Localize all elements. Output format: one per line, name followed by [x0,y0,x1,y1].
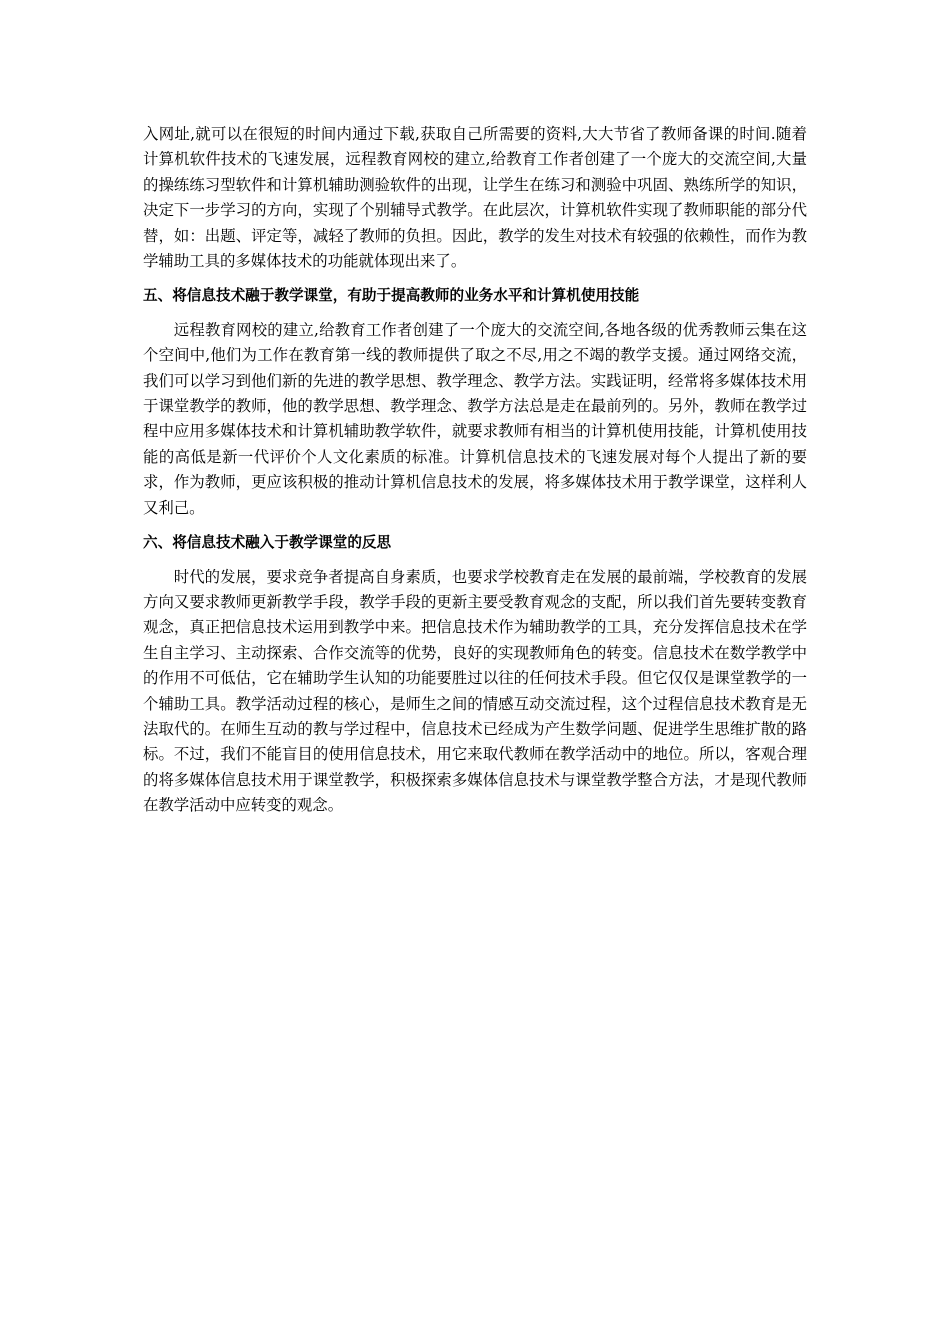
section-five-paragraph: 远程教育网校的建立,给教育工作者创建了一个庞大的交流空间,各地各级的优秀教师云集在这个空间中,他们为工作在教育第一线的教师提供了取之不尽,用之不竭的教学支援。通过网络交流，我们可以学习到他们新的先进的教学思想、教学理念、教学方法。实践证明，经常将多媒体技术用于课堂教学的教师，他的教学思想、教学理念、教学方法总是走在最前列的。另外，教师在教学过程中应用多媒体技术和计算机辅助教学软件，就要求教师有相当的计算机使用技能，计算机使用技能的高低是新一代评价个人文化素质的标准。计算机信息技术的飞速发展对每个人提出了新的要求，作为教师，更应该积极的推动计算机信息技术的发展，将多媒体技术用于教学课堂，这样利人又利己。 [143,320,807,517]
section-six-paragraph: 时代的发展，要求竞争者提高自身素质，也要求学校教育走在发展的最前端，学校教育的发展方向又要求教师更新教学手段，教学手段的更新主要受教育观念的支配，所以我们首先要转变教育观念，真正把信息技术运用到教学中来。把信息技术作为辅助教学的工具，充分发挥信息技术在学生自主学习、主动探索、合作交流等的优势，良好的实现教师角色的转变。信息技术在数学教学中的作用不可低估，它在辅助学生认知的功能要胜过以往的任何技术手段。但它仅仅是课堂教学的一个辅助工具。教学活动过程的核心，是师生之间的情感互动交流过程，这个过程信息技术教育是无法取代的。在师生互动的教与学过程中，信息技术已经成为产生数学问题、促进学生思维扩散的路标。不过，我们不能盲目的使用信息技术，用它来取代教师在教学活动中的地位。所以，客观合理的将多媒体信息技术用于课堂教学，积极探索多媒体信息技术与课堂教学整合方法，才是现代教师在教学活动中应转变的观念。 [143,567,807,815]
continued-paragraph: 入网址,就可以在很短的时间内通过下载,获取自己所需要的资料,大大节省了教师备课的时间.随着计算机软件技术的飞速发展，远程教育网校的建立,给教育工作者创建了一个庞大的交流空间,大量的操练练习型软件和计算机辅助测验软件的出现，让学生在练习和测验中巩固、熟练所学的知识，决定下一步学习的方向，实现了个别辅导式教学。在此层次，计算机软件实现了教师职能的部分代替，如：出题、评定等，减轻了教师的负担。因此，教学的发生对技术有较强的依赖性，而作为教学辅助工具的多媒体技术的功能就体现出来了。 [143,125,807,271]
document-body [143,122,807,819]
section-five-heading: 五、将信息技术融于教学课堂，有助于提高教师的业务水平和计算机使用技能 [143,287,640,305]
section-six-heading: 六、将信息技术融入于教学课堂的反思 [143,534,392,552]
